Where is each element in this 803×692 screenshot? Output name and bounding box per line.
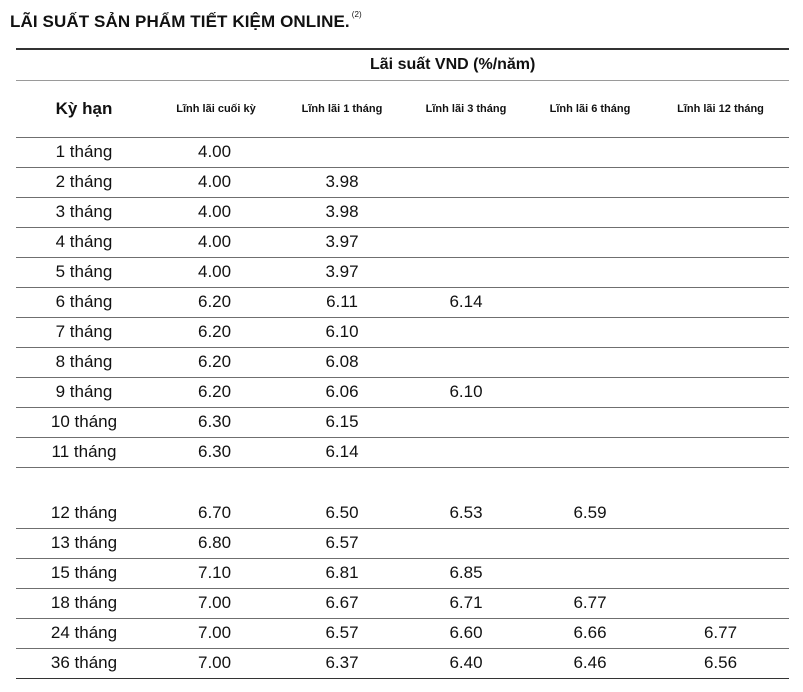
cell-end-of-term: 6.20 [198,382,232,401]
table-row [16,559,789,588]
cell-end-of-term: 4.00 [198,172,232,191]
cell-quarterly: 6.14 [449,292,483,311]
cell-term: 18 tháng [50,593,118,612]
table-row [16,408,789,437]
cell-monthly: 6.15 [325,412,359,431]
table-row [16,378,789,407]
cell-monthly: 6.14 [325,442,359,461]
table-row [16,228,789,257]
cell-end-of-term: 6.30 [198,442,232,461]
cell-quarterly: 6.71 [449,593,483,612]
table-row [16,348,789,377]
table-body [16,138,789,680]
cell-end-of-term: 6.80 [198,533,232,552]
cell-monthly: 6.81 [325,563,359,582]
table-row [16,589,789,618]
cell-term: 15 tháng [50,563,118,582]
table-row [16,138,789,167]
cell-term: 4 tháng [55,232,113,251]
cell-monthly: 3.98 [325,202,359,221]
page-title [10,12,362,32]
row-rule [16,678,789,680]
group-header-text: Lãi suất VND (%/năm) [370,55,536,73]
cell-monthly: 3.97 [325,262,359,281]
column-header-semiannual: Lĩnh lãi 6 tháng [549,102,631,115]
cell-end-of-term: 7.00 [198,593,232,612]
cell-monthly: 6.08 [325,352,359,371]
column-header-monthly: Lĩnh lãi 1 tháng [301,102,383,115]
cell-semiannual: 6.77 [573,593,607,612]
cell-end-of-term: 6.30 [198,412,232,431]
table-row [16,499,789,528]
cell-monthly: 6.11 [326,292,358,311]
table-row [16,258,789,287]
cell-term: 24 tháng [50,623,118,642]
cell-term: 8 tháng [55,352,113,371]
cell-semiannual: 6.59 [573,503,607,522]
cell-end-of-term: 6.20 [198,322,232,341]
cell-quarterly: 6.10 [449,382,483,401]
cell-end-of-term: 4.00 [198,232,232,251]
table-row [16,529,789,558]
cell-term: 12 tháng [50,503,118,522]
cell-monthly: 3.98 [325,172,359,191]
table-row [16,318,789,347]
cell-term: 10 tháng [50,412,118,431]
cell-term: 2 tháng [55,172,113,191]
cell-end-of-term: 7.00 [198,623,232,642]
cell-quarterly: 6.85 [449,563,483,582]
cell-semiannual: 6.46 [573,653,607,672]
table-row [16,198,789,227]
cell-end-of-term: 4.00 [198,262,232,281]
cell-end-of-term: 4.00 [198,202,232,221]
cell-term: 7 tháng [55,322,113,341]
cell-term: 1 tháng [55,142,113,161]
cell-end-of-term: 6.20 [198,352,232,371]
cell-end-of-term: 4.00 [198,142,232,161]
group-header [16,50,789,80]
table-row [16,619,789,648]
cell-annual: 6.77 [703,623,738,642]
cell-monthly: 6.50 [325,503,359,522]
cell-term: 11 tháng [51,442,117,461]
cell-term: 9 tháng [55,382,113,401]
table-row [16,649,789,678]
cell-term: 3 tháng [55,202,113,221]
column-header-quarterly: Lĩnh lãi 3 tháng [425,102,507,115]
cell-term: 5 tháng [55,262,113,281]
cell-term: 36 tháng [50,653,118,672]
cell-monthly: 3.97 [325,232,359,251]
cell-term: 6 tháng [55,292,113,311]
cell-semiannual: 6.66 [573,623,607,642]
column-header-row [16,81,789,137]
table-row [16,288,789,317]
cell-end-of-term: 6.20 [198,292,232,311]
title-text: LÃI SUẤT SẢN PHẨM TIẾT KIỆM ONLINE. [10,12,350,31]
cell-end-of-term: 7.00 [198,653,232,672]
table-row [16,168,789,197]
column-header-annual: Lĩnh lãi 12 tháng [677,102,764,115]
row-gap [16,468,789,499]
cell-monthly: 6.57 [325,623,359,642]
cell-quarterly: 6.60 [449,623,483,642]
cell-monthly: 6.57 [325,533,359,552]
title-footnote: (2) [351,10,362,19]
cell-quarterly: 6.40 [449,653,483,672]
cell-term: 13 tháng [50,533,118,552]
cell-monthly: 6.67 [325,593,359,612]
cell-end-of-term: 6.70 [198,503,232,522]
cell-monthly: 6.10 [325,322,359,341]
cell-annual: 6.56 [703,653,738,672]
cell-monthly: 6.37 [325,653,359,672]
interest-rate-table [16,48,789,679]
table-row [16,438,789,467]
cell-quarterly: 6.53 [449,503,483,522]
cell-end-of-term: 7.10 [198,563,232,582]
cell-monthly: 6.06 [325,382,359,401]
column-header-term: Kỳ hạn [55,98,113,118]
column-header-end-of-term: Lĩnh lãi cuối kỳ [176,102,256,115]
